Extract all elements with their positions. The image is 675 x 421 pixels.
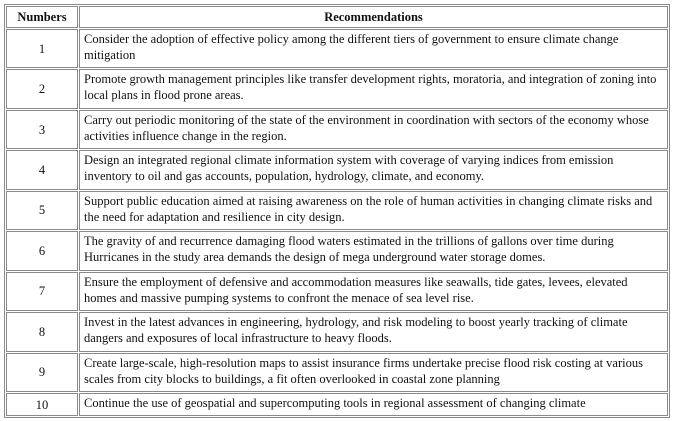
table-row: [6, 272, 668, 311]
table-row: [6, 29, 668, 68]
row-number: 3: [6, 110, 78, 149]
table-row: [6, 353, 668, 393]
row-recommendation: Promote growth management principles like transfer development rights, moratoria, and integration of zoning into local plans in flood prone areas.: [79, 69, 668, 108]
row-recommendation: The gravity of and recurrence damaging flood waters estimated in the trillions of gallons over time during Hurricanes in the study area demands the design of mega underground water storage domes.: [79, 231, 668, 270]
row-number: 8: [6, 312, 78, 351]
table-row: [6, 69, 668, 108]
table-row: [6, 312, 668, 351]
row-number: 4: [6, 150, 78, 189]
table-row: [6, 191, 668, 230]
row-number: 1: [6, 29, 78, 68]
table-row: [6, 110, 668, 149]
row-recommendation: Continue the use of geospatial and supercomputing tools in regional assessment of changing climate: [79, 393, 668, 416]
row-recommendation: Create large-scale, high-resolution maps to assist insurance firms undertake precise flood risk costing at various scales from city blocks to buildings, a fit often overlooked in coastal zone planning: [79, 353, 668, 393]
table-header-row: [6, 6, 668, 28]
table-row: [6, 231, 668, 270]
row-number: 2: [6, 69, 78, 108]
recommendations-table: [4, 4, 670, 418]
row-number: 6: [6, 231, 78, 270]
table-row: [6, 393, 668, 416]
row-recommendation: Consider the adoption of effective policy among the different tiers of government to ensure climate change mitigation: [79, 29, 668, 68]
header-numbers: Numbers: [6, 6, 78, 28]
row-number: 10: [6, 393, 78, 416]
row-recommendation: Support public education aimed at raising awareness on the role of human activities in changing climate risks and the need for adaptation and resilience in city design.: [79, 191, 668, 230]
row-recommendation: Ensure the employment of defensive and accommodation measures like seawalls, tide gates, levees, elevated homes and massive pumping systems to confront the menace of sea level rise.: [79, 272, 668, 311]
table-row: [6, 150, 668, 189]
row-recommendation: Carry out periodic monitoring of the state of the environment in coordination with sectors of the economy whose activities influence change in the region.: [79, 110, 668, 149]
row-number: 5: [6, 191, 78, 230]
row-recommendation: Design an integrated regional climate information system with coverage of varying indices from emission inventory to oil and gas accounts, population, hydrology, climate, and economy.: [79, 150, 668, 189]
row-recommendation: Invest in the latest advances in engineering, hydrology, and risk modeling to boost yearly tracking of climate dangers and exposures of local infrastructure to heavy floods.: [79, 312, 668, 351]
row-number: 9: [6, 353, 78, 393]
header-recommendations: Recommendations: [79, 6, 668, 28]
row-number: 7: [6, 272, 78, 311]
